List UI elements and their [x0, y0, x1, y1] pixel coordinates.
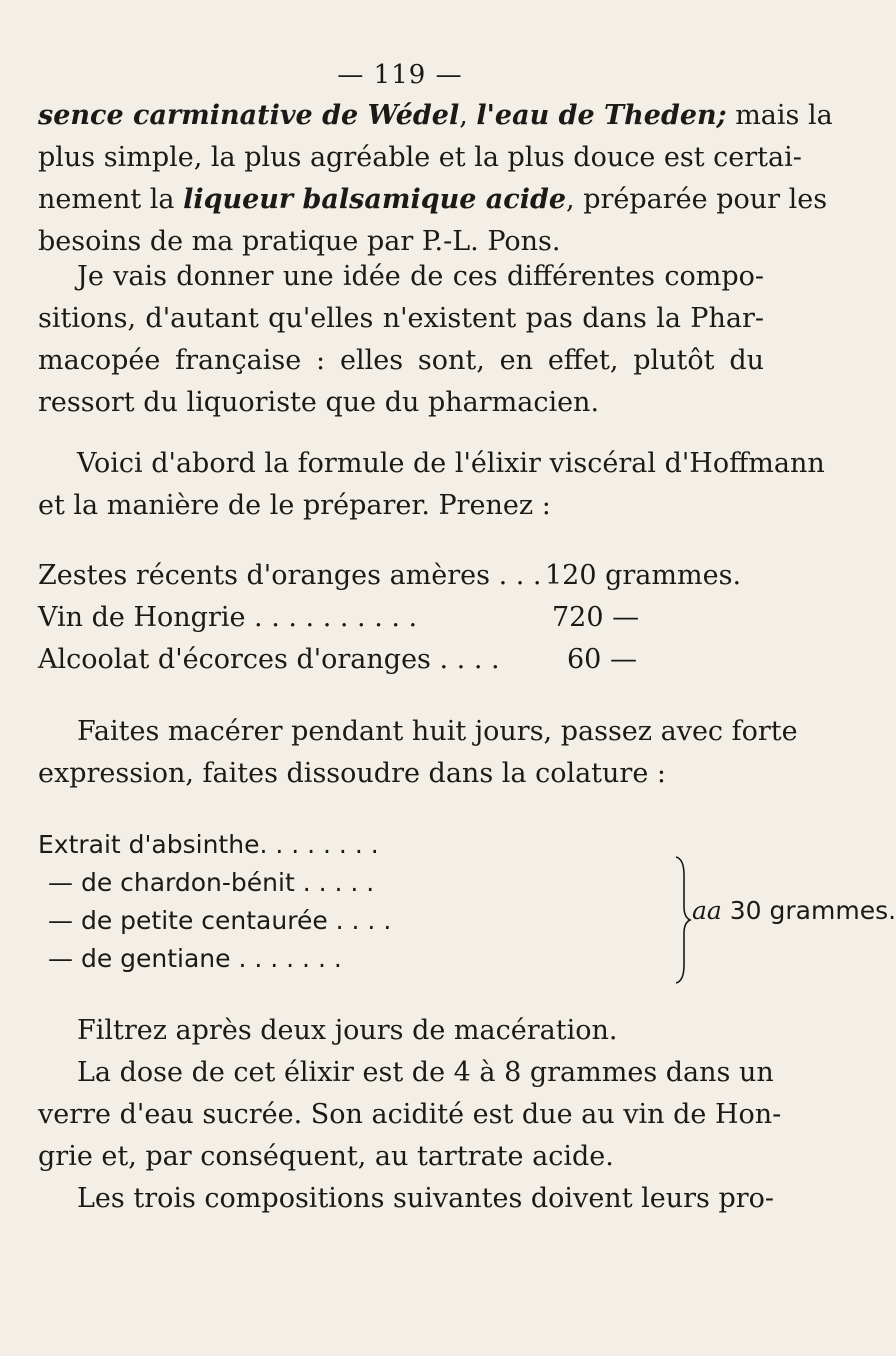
italic-phrase: sence carminative de Wédel	[38, 100, 460, 131]
recipe-quantity: 120 grammes.	[545, 560, 742, 591]
text-line: Faites macérer pendant huit jours, passez avec forte	[77, 716, 798, 747]
recipe-ingredient: — de gentiane . . . . . . .	[48, 944, 342, 973]
text-line: ressort du liquoriste que du pharmacien.	[38, 387, 600, 418]
recipe-ingredient: — de petite centaurée . . . .	[48, 906, 392, 935]
text-run: mais la	[726, 100, 833, 131]
page-number: — 119 —	[337, 60, 463, 90]
text-line: La dose de cet élixir est de 4 à 8 grammes dans un	[77, 1057, 774, 1088]
text-line	[38, 139, 802, 177]
text-line: et la manière de le préparer. Prenez :	[38, 490, 551, 521]
text-line: Je vais donner une idée de ces différentes compo-	[77, 261, 764, 292]
recipe-ingredient: Extrait d'absinthe. . . . . . . .	[38, 830, 379, 859]
recipe-ingredient: Zestes récents d'oranges amères . . .	[38, 560, 542, 591]
recipe-quantity: 720 —	[552, 602, 640, 633]
text-line: verre d'eau sucrée. Son acidité est due au vin de Hon-	[38, 1099, 782, 1130]
text-run: nement la	[38, 184, 184, 215]
recipe-quantity: 60 —	[567, 644, 637, 675]
text-line	[38, 181, 828, 219]
text-line	[38, 223, 764, 261]
curly-brace-icon	[672, 855, 692, 985]
text-line: Filtrez après deux jours de macération.	[77, 1015, 618, 1046]
text-run: besoins de ma pratique par P.-L. Pons.	[38, 226, 561, 257]
aa-abbreviation: aa	[692, 896, 722, 925]
recipe-ingredient: Vin de Hongrie . . . . . . . . . .	[38, 602, 418, 633]
text-line	[38, 97, 833, 135]
text-line: Voici d'abord la formule de l'élixir viscéral d'Hoffmann	[77, 448, 825, 479]
text-line: expression, faites dissoudre dans la colature :	[38, 758, 666, 789]
italic-phrase: l'eau de Theden;	[476, 100, 727, 131]
recipe-ingredient: Alcoolat d'écorces d'oranges . . . .	[38, 644, 500, 675]
text-line: Les trois compositions suivantes doivent leurs pro-	[77, 1183, 775, 1214]
text-run: ,	[459, 100, 477, 131]
text-run: , préparée pour les	[566, 184, 828, 215]
recipe-quantity	[692, 896, 896, 925]
text-line: sitions, d'autant qu'elles n'existent pas dans la Phar-	[38, 303, 764, 334]
recipe-ingredient: — de chardon-bénit . . . . .	[48, 868, 375, 897]
text-line: macopée française : elles sont, en effet, plutôt du	[38, 345, 764, 376]
quantity-value: 30 grammes.	[729, 896, 896, 925]
text-run: plus simple, la plus agréable et la plus douce est certai-	[38, 142, 802, 173]
italic-phrase: liqueur balsamique acide	[183, 184, 567, 215]
text-line: grie et, par conséquent, au tartrate acide.	[38, 1141, 614, 1172]
